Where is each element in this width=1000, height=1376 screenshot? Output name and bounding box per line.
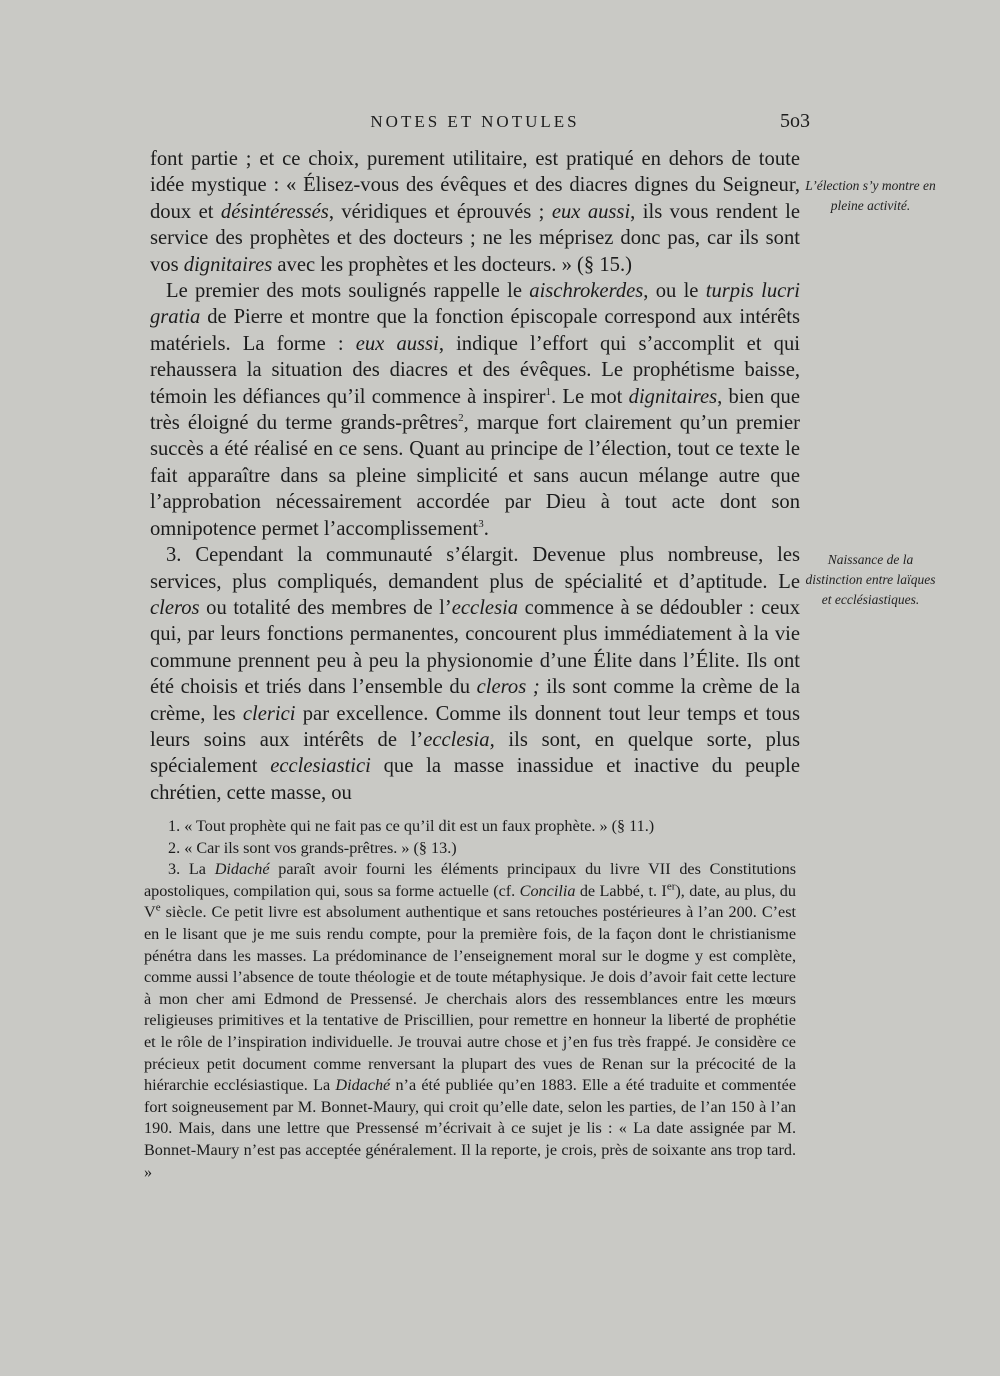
text-run: paraît avoir fourni les éléments principaux du livre VII des Constitutions apostoliques, compilation qui, sous sa forme actuelle (cf. [144,860,796,900]
text-run: que la masse inassidue et inactive du peuple chrétien, cette masse, ou [150,755,800,804]
text-run: , ils vous rendent le service des prophètes et des docteurs ; ne les méprisez donc pas, car ils sont vos [150,200,800,276]
italic-run: cleros ; [476,676,540,699]
running-head [150,110,810,138]
paragraph-3 [150,542,800,806]
footnote-ref-3: 3 [478,517,484,530]
text-run: 3. Cependant la communauté s’élargit. Devenue plus nombreuse, les services, plus compliqués, demandent plus de spécialité et d’aptitude. Le [150,544,800,593]
italic-run: ecclesia, [423,728,495,751]
text-run: Le premier des mots soulignés rappelle le [166,280,530,303]
footnote-ref-2: 2 [458,412,464,425]
italic-run: désintéressés [220,200,329,223]
text-run: , indique l’effort qui s’accomplit et qui rehaussera la situation des diacres et des évêques. Le prophétisme baisse, témoin les défiances qu’il commence à inspirer [150,332,800,408]
italic-run: Concilia [519,881,576,900]
margin-note-distinction: Naissance de la distinction entre laïques et ecclésiastiques. [805,552,936,607]
italic-run: Didaché [335,1076,391,1095]
page-number: 5o3 [780,110,810,132]
text-run: avec les prophètes et les docteurs. » (§ 15.) [272,253,632,276]
text-run: , marque fort clairement qu’un premier succès a été réalisé en ce sens. Quant au principe de l’élection, tout ce texte le fait apparaître dans sa pleine simplicité et sans aucun mélange autre que l’approbation nécessairement accordée par Dieu à tout acte dont son omnipotence permet l’accomplissement [150,412,800,540]
text-run: de Pierre et montre que la fonction épiscopale correspond aux intérêts matériels. La forme : [150,306,800,355]
italic-run: eux aussi [551,200,631,223]
text-run: , bien que très éloigné du terme grands-prêtres [150,385,800,435]
italic-run: turpis lucri gratia [150,280,800,329]
text-run: par excellence. Comme ils donnent tout leur temps et tous leurs soins aux intérêts de l’ [150,702,800,751]
footnotes [144,816,796,1183]
text-run: ils sont comme la crème de la crème, les [150,676,800,725]
italic-run: eux aussi [355,332,439,355]
footnote-2: 2. « Car ils sont vos grands-prêtres. » (§ 13.) [168,838,457,857]
margin-note-election: L’élection s’y montre en pleine activité. [805,178,936,213]
text-run: . Le mot [550,385,629,408]
text-run: , véridiques et éprouvés ; [328,200,552,223]
footnote-1: 1. « Tout prophète qui ne fait pas ce qu’il dit est un faux prophète. » (§ 11.) [168,817,655,835]
body-text [150,146,800,806]
paragraph-1 [150,146,800,278]
superscript: e [155,901,161,914]
superscript: er [666,880,676,893]
text-run: n’a été publiée qu’en 1883. Elle a été traduite et commentée fort soigneusement par M. Bonnet-Maury, qui croit qu’elle date, selon les parties, de l’an 150 à l’an 190. Mais, dans une lettre que Pressensé m’écrivait à ce sujet je lis : « La date assignée par M. Bonnet-Maury n’est pas acceptée généralement. Il la reporte, je crois, près de soixante ans trop tard. » [144,1076,796,1181]
text-run: ), date, au plus, du V [144,881,796,922]
footnote-ref-1: 1 [545,385,551,398]
italic-run: aischrokerdes [529,280,644,303]
italic-run: cleros [150,596,200,619]
text-run: ou totalité des membres de l’ [199,596,452,619]
text-run: siècle. Ce petit livre est absolument authentique et sans retouches postérieures à l’an 200. C’est en le lisant que je me suis rendu compte, pour la première fois, de la façon dont le christianisme pénétra dans les masses. La prédominance de l’enseignement moral sur le dogme y est complète, comme aussi l’absence de toute théologie et de toute métaphysique. Je dois d’avoir fait cette lecture à mon cher ami Edmond de Pressensé. Je cherchais alors des ressemblances entre les mœurs religieuses primitives et la tentative de Priscillien, pour remettre en honneur la liberté de prophétie et le rôle de l’inspiration individuelle. Je trouvai autre chose et j’en fus très frappé. Je considère ce précieux petit document comme renversant la plupart des vues de Renan sur la précocité de la hiérarchie ecclésiastique. La [144,903,796,1095]
italic-run: clerici [242,702,296,725]
text-run: de Labbé, t. I [575,881,667,900]
text-run: 3. La [168,860,215,879]
italic-run: ecclesiastici [270,755,371,778]
running-title: NOTES ET NOTULES [370,112,580,131]
footnote-3 [144,859,796,1183]
italic-run: Didaché [214,860,270,879]
text-run: , ou le [643,280,706,303]
text-run: font partie ; et ce choix, purement utilitaire, est pratiqué en dehors de toute idée mystique : « Élisez-vous des évêques et des diacres dignes du Seigneur, doux et [150,148,800,223]
text-run: . [483,517,489,540]
italic-run: dignitaires [183,253,273,276]
text-run: commence à se dédoubler : ceux qui, par leurs fonctions permanentes, concourent plus immédiatement à la vie commune prennent peu à peu la physionomie d’une Élite dans l’Élite. Ils ont été choisis et triés dans l’ensemble du [150,596,800,699]
text-run: ils sont, en quelque sorte, plus spécialement [150,728,800,778]
paragraph-2 [150,278,800,542]
italic-run: dignitaires [628,385,718,408]
italic-run: ecclesia [451,596,519,619]
